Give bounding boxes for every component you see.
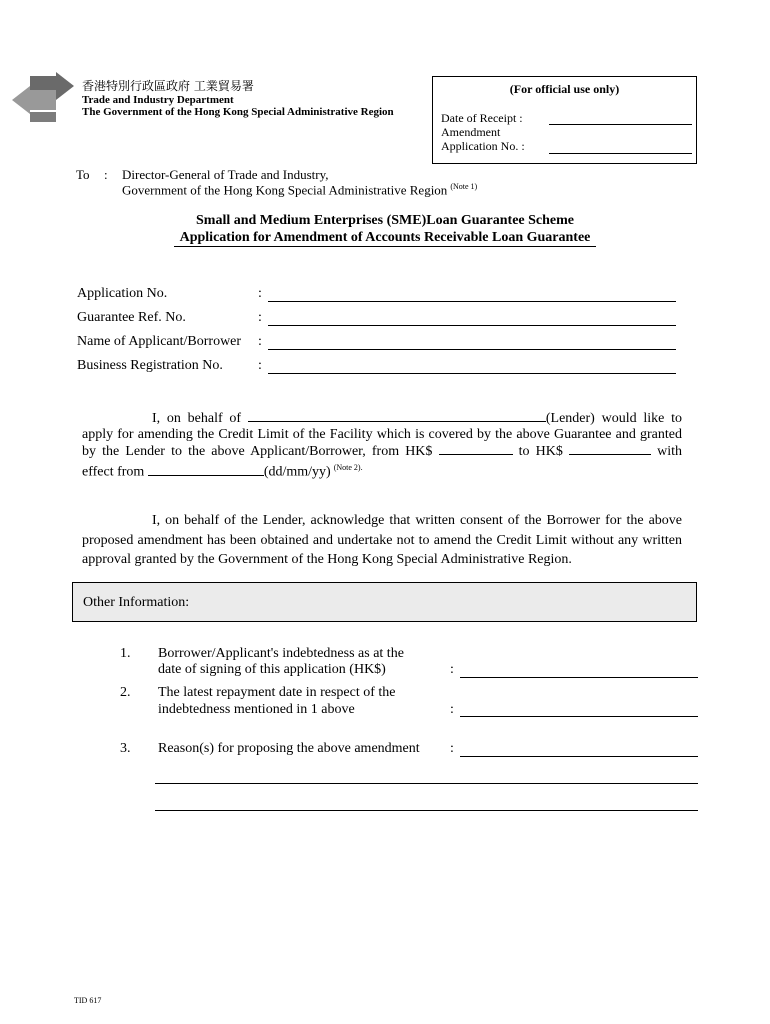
para1-text-b: (Lender) would like to apply for amending the Credit Limit of the Facility which is covered by the above Guarantee and granted by the Lender to the above Applicant/Borrower, from HK$: [82, 411, 682, 459]
item1-line2: date of signing of this application (HK$): [158, 662, 386, 677]
application-no-input[interactable]: [268, 301, 676, 302]
header-department: Trade and Industry Department: [82, 94, 234, 106]
reason-input-line2[interactable]: [155, 783, 698, 784]
applicant-name-input[interactable]: [268, 349, 676, 350]
effective-date-field[interactable]: [148, 464, 264, 476]
item-colon: :: [450, 741, 454, 756]
field-colon: :: [258, 334, 262, 349]
official-use-box: [432, 76, 697, 164]
guarantee-ref-label: Guarantee Ref. No.: [77, 310, 186, 325]
item-colon: :: [450, 702, 454, 717]
item2-line1: The latest repayment date in respect of the: [158, 685, 396, 700]
amendment-paragraph: [82, 410, 682, 481]
field-colon: :: [258, 286, 262, 301]
guarantee-ref-input[interactable]: [268, 325, 676, 326]
form-title: Small and Medium Enterprises (SME)Loan Guarantee Scheme: [196, 213, 574, 228]
para1-text-a: I, on behalf of: [152, 411, 242, 426]
to-colon: :: [104, 167, 108, 182]
date-of-receipt-field[interactable]: [549, 124, 692, 125]
to-amount-field[interactable]: [569, 443, 651, 455]
para1-text-d: with effect from: [82, 444, 683, 480]
note1-ref: (Note 1): [450, 182, 478, 191]
header-chinese-name: 香港特別行政區政府 工業貿易署: [82, 79, 254, 93]
form-subtitle: [0, 230, 770, 246]
business-reg-input[interactable]: [268, 373, 676, 374]
application-no-label: Application No.: [77, 286, 168, 301]
repayment-date-input[interactable]: [460, 716, 698, 717]
reason-input-line3[interactable]: [155, 810, 698, 811]
tid-logo-icon: [12, 72, 74, 126]
business-reg-label: Business Registration No.: [77, 358, 223, 373]
form-code: TID 617: [74, 996, 102, 1005]
para1-text-c: to HK$: [518, 444, 563, 459]
application-no-official-label: Application No. :: [441, 139, 525, 153]
item-colon: :: [450, 662, 454, 677]
field-colon: :: [258, 310, 262, 325]
from-amount-field[interactable]: [439, 443, 513, 455]
item-number: 1.: [120, 646, 131, 661]
acknowledgement-text: I, on behalf of the Lender, acknowledge that written consent of the Borrower for the above proposed amendment has been obtained and undertake not to amend the Credit Limit without any written approval granted by the Government of the Hong Kong Special Administrative Region.: [82, 513, 682, 567]
field-colon: :: [258, 358, 262, 373]
item3-line1: Reason(s) for proposing the above amendment: [158, 741, 420, 756]
other-information-heading: Other Information:: [83, 595, 190, 610]
indebtedness-input[interactable]: [460, 677, 698, 678]
to-label: To: [76, 167, 90, 182]
item-number: 3.: [120, 741, 131, 756]
addressee-line1: Director-General of Trade and Industry,: [122, 167, 329, 182]
header-government: The Government of the Hong Kong Special Administrative Region: [82, 106, 394, 118]
date-of-receipt-label: Date of Receipt :: [441, 111, 523, 125]
item2-line2: indebtedness mentioned in 1 above: [158, 702, 355, 717]
official-use-title: (For official use only): [509, 82, 620, 96]
lender-name-field[interactable]: [248, 410, 546, 422]
acknowledgement-paragraph: [82, 511, 682, 570]
reason-input[interactable]: [460, 756, 698, 757]
applicant-name-label: Name of Applicant/Borrower: [77, 334, 242, 349]
form-subtitle-text: Application for Amendment of Accounts Receivable Loan Guarantee: [174, 230, 597, 247]
note2-ref: (Note 2).: [333, 463, 363, 472]
other-information-box: [72, 582, 697, 622]
amendment-label: Amendment: [441, 125, 501, 139]
addressee-line2-text: Government of the Hong Kong Special Administrative Region: [122, 182, 448, 198]
para1-text-e: (dd/mm/yy): [263, 464, 331, 480]
item-number: 2.: [120, 685, 131, 700]
item1-line1: Borrower/Applicant's indebtedness as at the: [158, 646, 404, 661]
addressee-line2: [122, 182, 477, 198]
application-no-official-field[interactable]: [549, 153, 692, 154]
